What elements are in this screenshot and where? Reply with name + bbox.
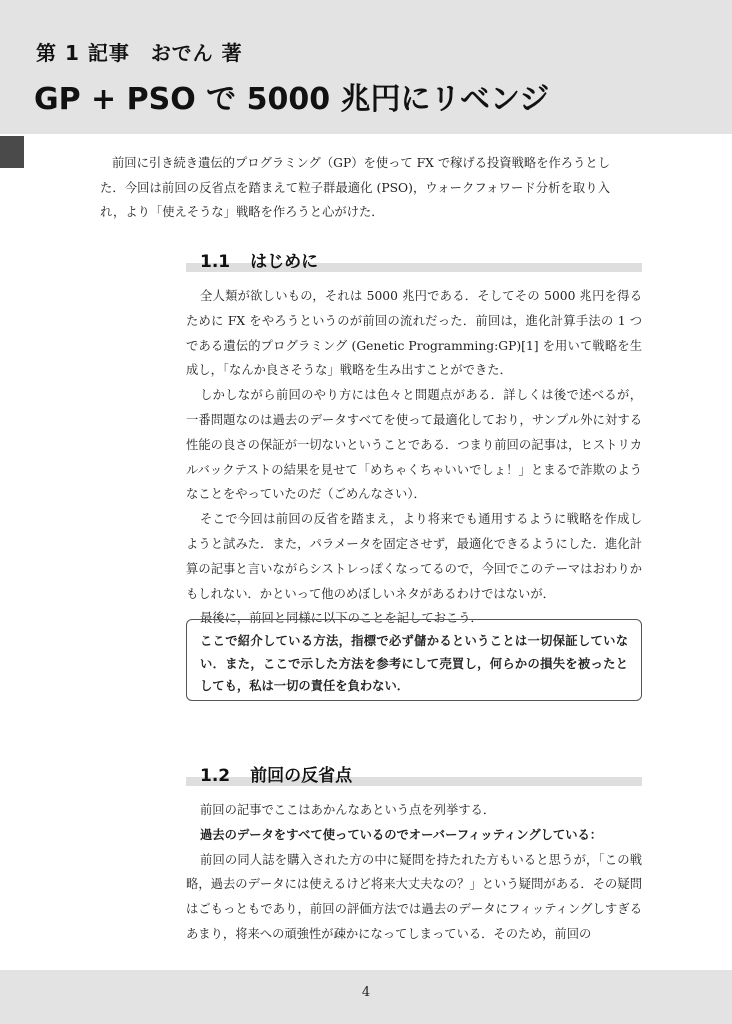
section-title: はじめに <box>250 252 319 272</box>
disclaimer-box: ここで紹介している方法，指標で必ず儲かるということは一切保証していない．また，ここで示した方法を参考にして売買し，何らかの損失を被ったとしても，私は一切の責任を負わない． <box>186 619 642 701</box>
section-heading-intro <box>186 252 642 272</box>
page-number: 4 <box>361 985 371 1000</box>
section-title: 前回の反省点 <box>250 766 353 786</box>
section-reflection-body <box>186 798 642 947</box>
section-number: 1.1 <box>200 252 231 272</box>
section-number: 1.2 <box>200 766 231 786</box>
paragraph: そこで今回は前回の反省を踏まえ，より将来でも通用するように戦略を作成しようと試みた．また，パラメータを固定させず，最適化できるようにした．進化計算の記事と言いながらシストレっぽくなってるので，今回でこのテーマはおわりかもしれない．かといって他のめぼしいネタがあるわけではないが． <box>186 512 642 601</box>
chapter-title: GP + PSO で 5000 兆円にリベンジ <box>34 82 550 117</box>
paragraph: 最後に，前回と同様に以下のことを記しておこう． <box>200 611 483 626</box>
side-thumb-tab <box>0 136 24 168</box>
paragraph: しかしながら前回のやり方には色々と問題点がある．詳しくは後で述べるが，一番問題なのは過去のデータすべてを使って最適化しており，サンプル外に対する性能の良さの保証が一切ないということである．つまり前回の記事は，ヒストリカルバックテストの結果を見せて「めちゃくちゃいいでしょ！」とまるで詐欺のようなことをやっていたのだ（ごめんなさい）． <box>186 388 642 502</box>
abstract: 前回に引き続き遺伝的プログラミング（GP）を使って FX で稼げる投資戦略を作ろうとした．今回は前回の反省点を踏まえて粒子群最適化 (PSO)，ウォークフォワード分析を取り入れ，より「使えそうな」戦略を作ろうと心がけた． <box>100 156 610 219</box>
section-intro-body <box>186 284 642 631</box>
page-header <box>0 0 732 134</box>
paragraph: 前回の同人誌を購入された方の中に疑問を持たれた方もいると思うが，「この戦略，過去のデータには使えるけど将来大丈夫なの？」という疑問がある．その疑問はごもっともであり，前回の評価方法では過去のデータにフィッティングしすぎるあまり，将来への頑強性が疎かになってしまっている．そのため，前回の <box>186 852 642 941</box>
bold-subhead: 過去のデータをすべて使っているのでオーバーフィッティングしている： <box>200 827 603 842</box>
chapter-label: 第 1 記事 おでん 著 <box>36 41 243 65</box>
paragraph: 全人類が欲しいもの，それは 5000 兆円である．そしてその 5000 兆円を得るために FX をやろうというのが前回の流れだった．前回は，進化計算手法の 1 つである遺伝的プログラミング (Genetic Programming:GP)[1] を用いて戦略を生成し，「なんか良さそうな」戦略を生み出すことができた． <box>186 289 642 378</box>
section-heading-reflection <box>186 766 642 786</box>
paragraph: 前回の記事でここはあかんなあという点を列挙する． <box>200 803 496 817</box>
